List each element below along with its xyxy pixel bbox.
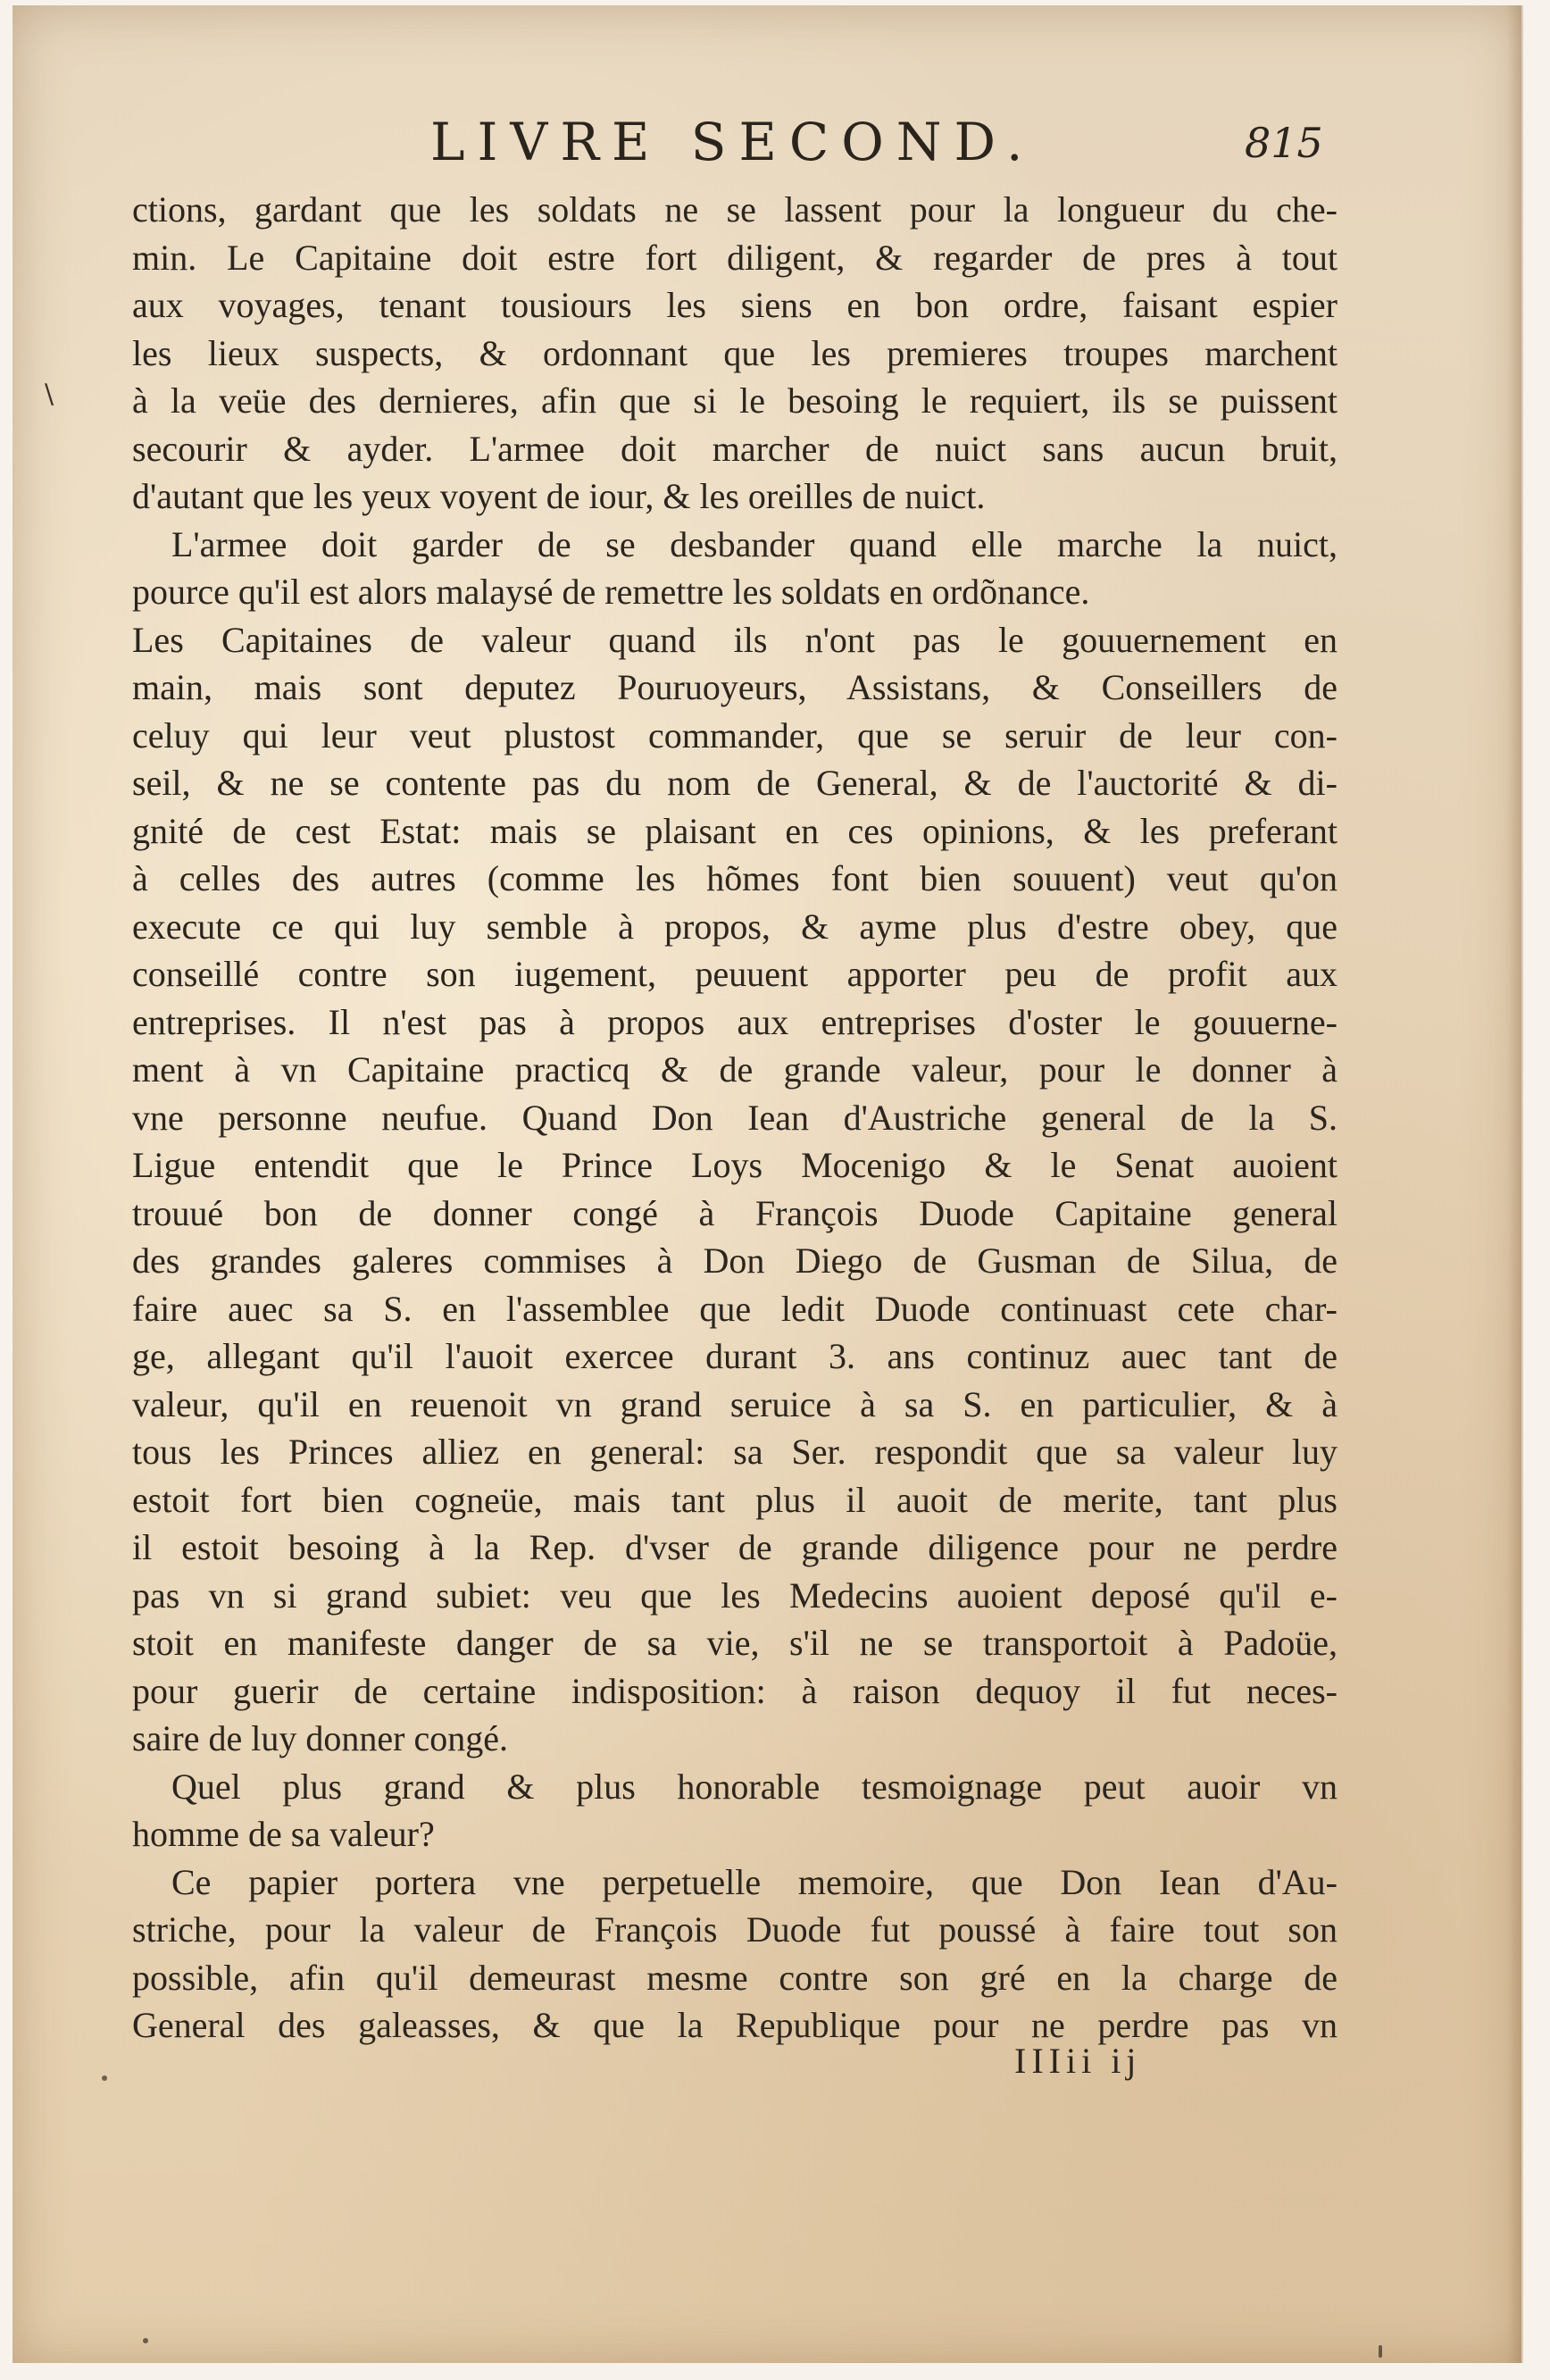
text-line: aux voyages, tenant tousiours les siens en bon ordre, faisant espier — [132, 285, 1338, 325]
page-header — [12, 111, 1521, 182]
text-line: des grandes galeres commises à Don Diego de Gusman de Silua, de — [132, 1240, 1338, 1281]
signature-mark: IIIii ij — [1014, 2041, 1142, 2081]
text-line: faire auec sa S. en l'assemblee que ledit Duode continuast cete char- — [132, 1288, 1338, 1329]
page-number: 815 — [1245, 119, 1323, 167]
text-line: conseillé contre son iugement, peuuent apporter peu de profit aux — [132, 954, 1338, 994]
text-line: Ce papier portera vne perpetuelle memoire, que Don Iean d'Au- — [171, 1861, 1338, 1902]
text-line: ctions, gardant que les soldats ne se lassent pour la longueur du che- — [132, 189, 1338, 230]
running-title: LIVRE SECOND. — [430, 112, 1036, 172]
ink-speck — [1379, 2345, 1382, 2358]
margin-mark: \ — [45, 379, 54, 410]
page-edge-shadow — [1507, 5, 1523, 2363]
body-text — [132, 186, 1338, 2050]
text-line: à celles des autres (comme les hõmes font bien souuent) veut qu'on — [132, 858, 1338, 898]
text-line: valeur, qu'il en reuenoit vn grand seruice à sa S. en particulier, & à — [132, 1383, 1338, 1424]
ink-speck — [102, 2075, 107, 2081]
text-line: les lieux suspects, & ordonnant que les premieres troupes marchent — [132, 332, 1338, 373]
book-page — [12, 5, 1521, 2363]
text-line: seil, & ne se contente pas du nom de General, & de l'auctorité & di- — [132, 763, 1338, 803]
text-line: stoit en manifeste danger de sa vie, s'il ne se transportoit à Padoüe, — [132, 1623, 1338, 1663]
text-line: pas vn si grand subiet: veu que les Medecins auoient deposé qu'il e- — [132, 1574, 1338, 1616]
ink-speck — [143, 2338, 148, 2343]
text-line: L'armee doit garder de se desbander quand elle marche la nuict, — [171, 523, 1338, 564]
text-line: homme de sa valeur? — [132, 1814, 435, 1854]
text-line: à la veüe des dernieres, afin que si le besoing le requiert, ils se puissent — [132, 380, 1338, 421]
text-line: striche, pour la valeur de François Duode fut poussé à faire tout son — [132, 1909, 1338, 1950]
text-line: possible, afin qu'il demeurast mesme contre son gré en la charge de — [132, 1957, 1338, 1998]
text-line: entreprises. Il n'est pas à propos aux entreprises d'oster le gouuerne- — [132, 1001, 1338, 1042]
text-line: vne personne neufue. Quand Don Iean d'Austriche general de la S. — [132, 1097, 1338, 1138]
text-line: General des galeasses, & que la Republique pour ne perdre pas vn — [132, 2005, 1338, 2045]
text-line: Les Capitaines de valeur quand ils n'ont pas le gouuernement en — [132, 619, 1338, 660]
text-line: saire de luy donner congé. — [132, 1718, 508, 1758]
text-line: ge, allegant qu'il l'auoit exercee durant 3. ans continuz auec tant de — [132, 1336, 1338, 1376]
text-line: tous les Princes alliez en general: sa Ser. respondit que sa valeur luy — [132, 1432, 1338, 1472]
text-line: ment à vn Capitaine practicq & de grande valeur, pour le donner à — [132, 1049, 1338, 1090]
text-line: secourir & ayder. L'armee doit marcher de nuict sans aucun bruit, — [132, 428, 1338, 469]
text-line: Ligue entendit que le Prince Loys Mocenigo & le Senat auoient — [132, 1145, 1338, 1185]
text-line: main, mais sont deputez Pouruoyeurs, Assistans, & Conseillers de — [132, 667, 1338, 707]
text-line: celuy qui leur veut plustost commander, que se seruir de leur con- — [132, 714, 1338, 756]
text-line: pource qu'il est alors malaysé de remettre les soldats en ordõnance. — [132, 572, 1090, 612]
text-line: Quel plus grand & plus honorable tesmoignage peut auoir vn — [171, 1766, 1338, 1807]
text-line: il estoit besoing à la Rep. d'vser de grande diligence pour ne perdre — [132, 1527, 1338, 1567]
text-line: trouué bon de donner congé à François Duode Capitaine general — [132, 1192, 1338, 1233]
text-line: estoit fort bien cogneüe, mais tant plus il auoit de merite, tant plus — [132, 1479, 1338, 1520]
text-line: execute ce qui luy semble à propos, & ayme plus d'estre obey, que — [132, 906, 1338, 947]
text-line: d'autant que les yeux voyent de iour, & les oreilles de nuict. — [132, 476, 986, 516]
text-line: pour guerir de certaine indisposition: à raison dequoy il fut neces- — [132, 1670, 1338, 1711]
text-line: min. Le Capitaine doit estre fort diligent, & regarder de pres à tout — [132, 237, 1338, 278]
text-line: gnité de cest Estat: mais se plaisant en ces opinions, & les preferant — [132, 810, 1338, 851]
